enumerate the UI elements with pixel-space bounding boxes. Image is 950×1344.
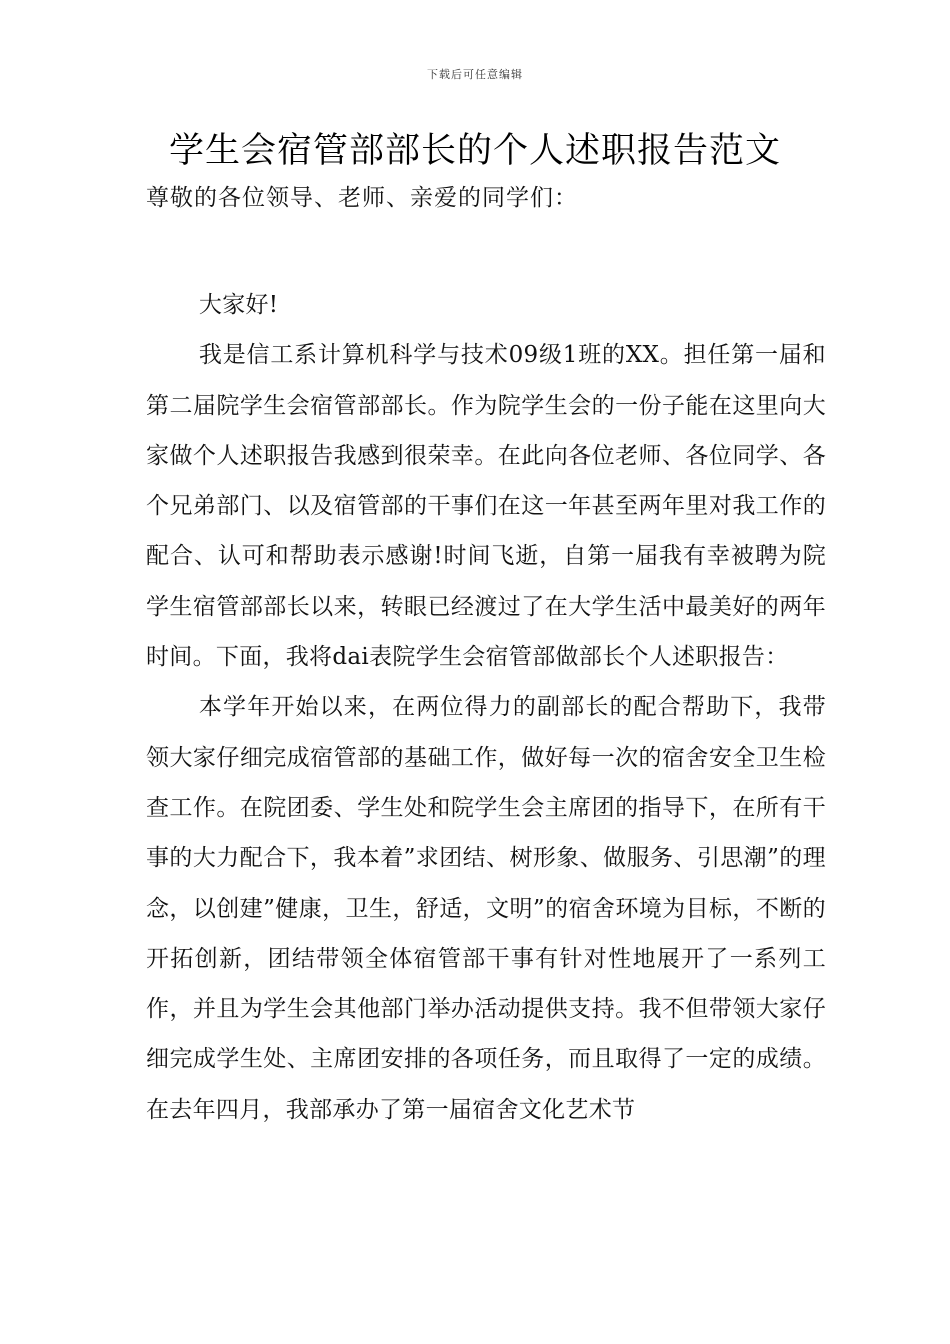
- header-note: 下载后可任意编辑: [427, 68, 523, 81]
- document-title: 学生会宿管部部长的个人述职报告范文: [168, 131, 781, 171]
- paragraph-introduction: 我是信工系计算机科学与技术09级1班的XX。担任第一届和第二届院学生会宿管部部长。作为院学生会的一份子能在这里向大家做个人述职报告我感到很荣幸。在此向各位老师、各位同学、各个兄弟部门、以及宿管部的干事们在这一年甚至两年里对我工作的配合、认可和帮助表示感谢!时间飞逝，自第一届我有幸被聘为院学生宿管部部长以来，转眼已经渡过了在大学生活中最美好的两年时间。下面，我将dai表院学生会宿管部做部长个人述职报告：: [146, 342, 826, 671]
- salutation: 尊敬的各位领导、老师、亲爱的同学们：: [146, 185, 578, 211]
- paragraph-greeting: 大家好!: [198, 292, 279, 318]
- document-body: [146, 280, 826, 1135]
- paragraph-work-summary: 本学年开始以来，在两位得力的副部长的配合帮助下，我带领大家仔细完成宿管部的基础工作，做好每一次的宿舍安全卫生检查工作。在院团委、学生处和院学生会主席团的指导下，在所有干事的大力配合下，我本着”求团结、树形象、做服务、引思潮”的理念，以创建”健康，卫生，舒适，文明”的宿舍环境为目标，不断的开拓创新，团结带领全体宿管部干事有针对性地展开了一系列工作，并且为学生会其他部门举办活动提供支持。我不但带领大家仔细完成学生处、主席团安排的各项任务，而且取得了一定的成绩。在去年四月，我部承办了第一届宿舍文化艺术节: [146, 694, 826, 1123]
